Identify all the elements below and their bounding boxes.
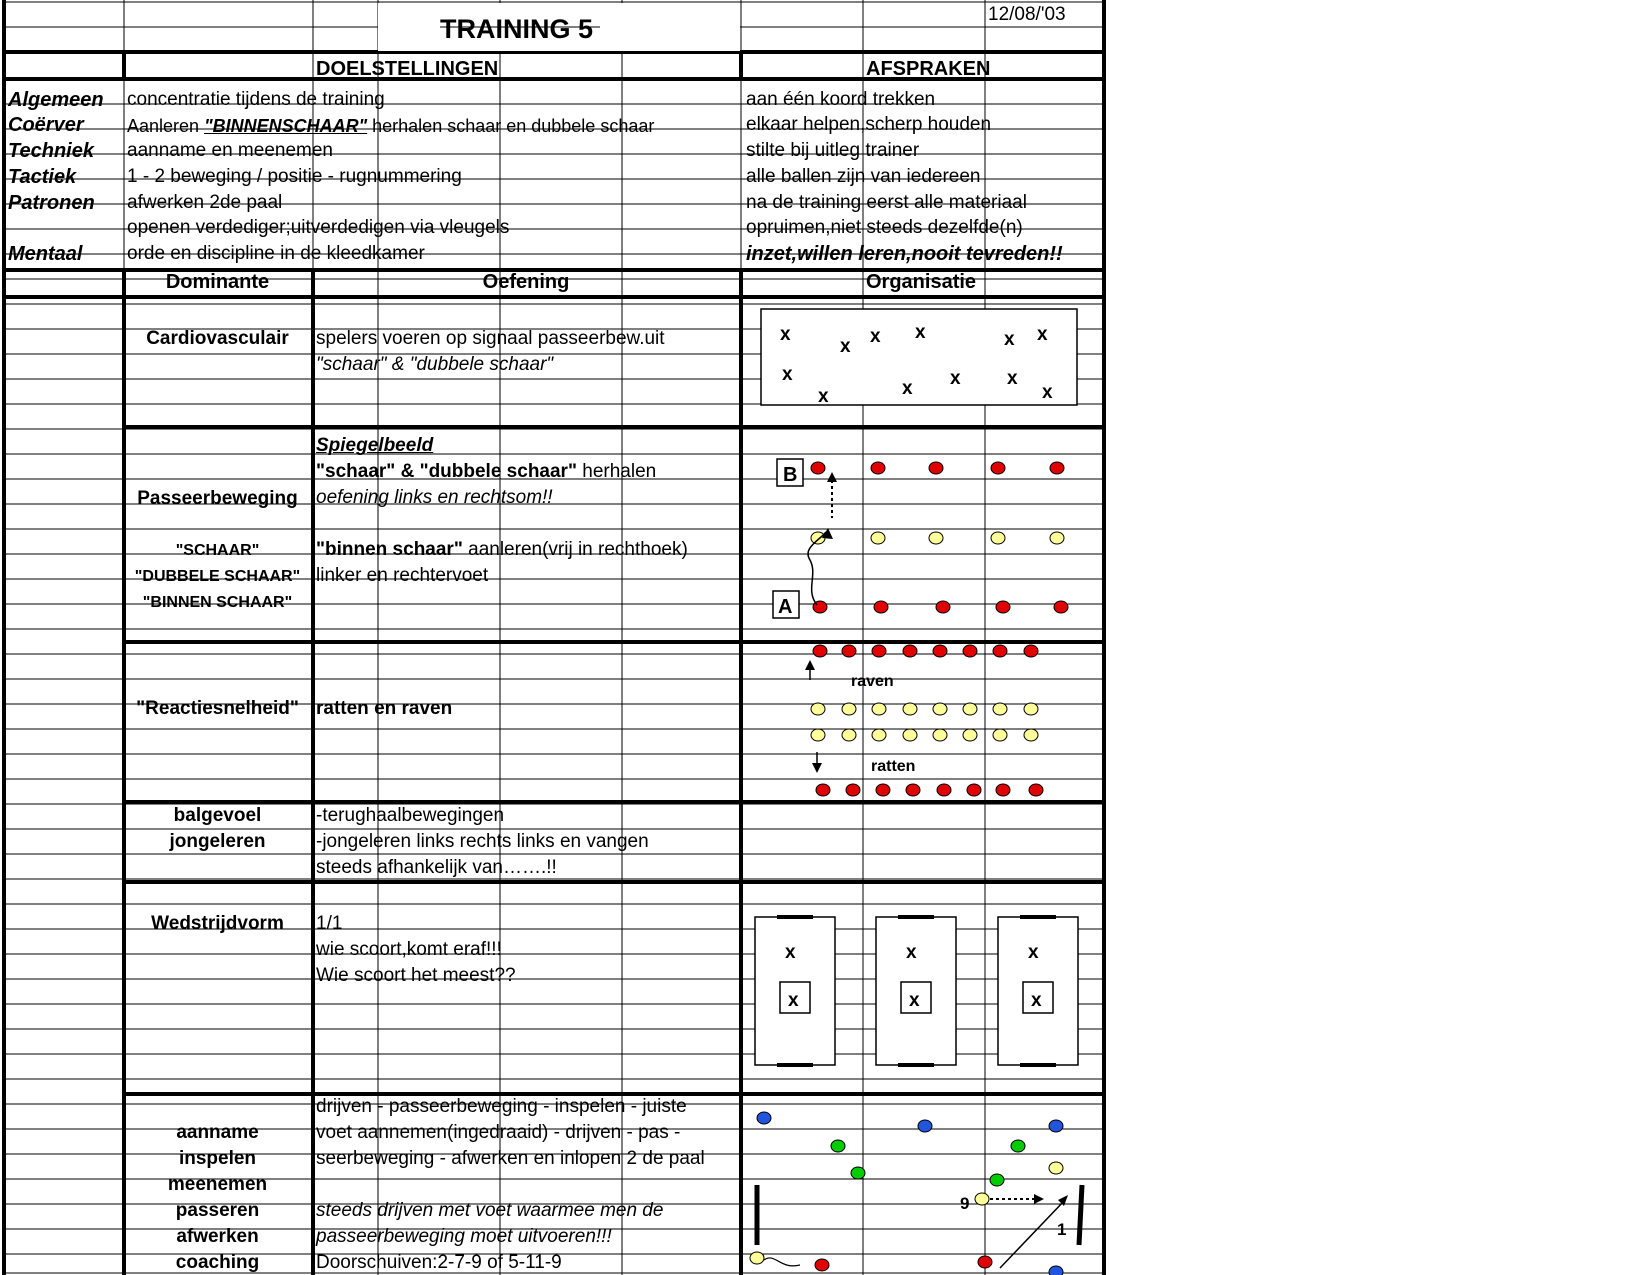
dominante-coaching: coaching xyxy=(175,1252,260,1273)
dribble-path xyxy=(764,1258,800,1266)
dominante-binnen-schaar: "BINNEN SCHAAR" xyxy=(142,594,293,611)
afspraak-techniek: stilte bij uitleg trainer xyxy=(746,140,920,161)
ratten-player xyxy=(906,784,920,796)
afspraak-coerver: elkaar helpen,scherp houden xyxy=(746,114,992,135)
player-dot xyxy=(757,1112,771,1124)
red-player xyxy=(929,462,943,474)
yellow-player xyxy=(872,729,886,741)
ratten-player xyxy=(846,784,860,796)
oefening-laatste-5: passeerbeweging moet uitvoeren!!! xyxy=(316,1226,612,1247)
arrow-head xyxy=(1034,1194,1044,1204)
player-dot xyxy=(1049,1162,1063,1174)
oefening-passeer-1-rest: herhalen xyxy=(576,461,657,482)
red-player xyxy=(1054,601,1068,613)
arrow-head xyxy=(805,660,815,670)
yellow-player xyxy=(903,703,917,715)
defender-x: x xyxy=(909,990,920,1011)
afspraak-mentaal: inzet,willen leren,nooit tevreden!! xyxy=(746,243,1063,265)
yellow-player xyxy=(1024,729,1038,741)
player-x: x xyxy=(1042,382,1053,403)
dominante-afwerken: afwerken xyxy=(176,1226,259,1247)
dominante-aanname: aanname xyxy=(176,1122,259,1143)
doel-coerver-prefix: Aanleren xyxy=(127,116,205,136)
oefening-passeer-1 xyxy=(316,461,656,483)
label-tactiek: Tactiek xyxy=(8,166,77,188)
yellow-player xyxy=(811,703,825,715)
oefening-wedstrijd-2: wie scoort,komt eraf!!! xyxy=(316,939,502,960)
player-x: x xyxy=(780,324,791,345)
afspraak-algemeen: aan één koord trekken xyxy=(746,89,936,110)
column-oefening: Oefening xyxy=(482,271,570,293)
arrow-head xyxy=(827,472,837,482)
player-dot xyxy=(975,1193,989,1205)
oefening-laatste-3: seerbeweging - afwerken en inlopen 2 de paal xyxy=(316,1148,705,1169)
player-x: x xyxy=(840,336,851,357)
doel-coerver-suffix: herhalen schaar en dubbele schaar xyxy=(367,116,655,136)
yellow-player xyxy=(842,703,856,715)
oefening-passeer-3-bold: "binnen schaar" xyxy=(316,539,463,560)
ratten-player xyxy=(967,784,981,796)
dominante-dubbele-schaar: "DUBBELE SCHAAR" xyxy=(134,568,301,585)
doel-algemeen: concentratie tijdens de training xyxy=(127,89,385,110)
label-coerver: Coërver xyxy=(8,114,84,136)
yellow-player xyxy=(991,532,1005,544)
raven-player xyxy=(933,645,947,657)
oefening-laatste-6: Doorschuiven:2-7-9 of 5-11-9 xyxy=(316,1252,562,1273)
dominante-schaar: "SCHAAR" xyxy=(175,542,260,559)
label-patronen: Patronen xyxy=(8,192,95,214)
yellow-player xyxy=(929,532,943,544)
player-dot xyxy=(851,1167,865,1179)
yellow-player xyxy=(1050,532,1064,544)
doel-mentaal: orde en discipline in de kleedkamer xyxy=(127,243,425,264)
player-dot xyxy=(1049,1266,1063,1275)
dominante-wedstrijd: Wedstrijdvorm xyxy=(151,913,284,934)
raven-player xyxy=(872,645,886,657)
dominante-cardio: Cardiovasculair xyxy=(146,328,289,349)
yellow-player xyxy=(872,703,886,715)
player-x: x xyxy=(870,326,881,347)
red-player xyxy=(936,601,950,613)
oefening-laatste-1: drijven - passeerbeweging - inspelen - juiste xyxy=(316,1096,687,1117)
player-x: x xyxy=(902,378,913,399)
diagram-label-a: A xyxy=(778,596,793,618)
ratten-player xyxy=(996,784,1010,796)
player-x: x xyxy=(818,386,829,407)
diagram-label-raven: raven xyxy=(851,673,894,690)
oefening-reactie: ratten en raven xyxy=(316,698,453,719)
diagram-label-ratten: ratten xyxy=(871,758,916,775)
doel-patronen: afwerken 2de paal xyxy=(127,192,283,213)
player-dot xyxy=(831,1140,845,1152)
oefening-passeer-3-rest: aanleren(vrij in rechthoek) xyxy=(462,539,688,560)
attacker-x: x xyxy=(785,942,796,963)
date-label: 12/08/'03 xyxy=(988,4,1066,25)
player-x: x xyxy=(1037,324,1048,345)
player-dot xyxy=(990,1174,1004,1186)
player-dot xyxy=(1049,1120,1063,1132)
raven-player xyxy=(842,645,856,657)
red-player xyxy=(874,601,888,613)
column-organisatie: Organisatie xyxy=(866,271,977,293)
player-dot xyxy=(1011,1140,1025,1152)
defender-x: x xyxy=(1031,990,1042,1011)
yellow-player xyxy=(871,532,885,544)
dominante-balgevoel: balgevoel xyxy=(173,805,262,826)
oefening-wedstrijd-1: 1/1 xyxy=(316,913,343,934)
ratten-player xyxy=(816,784,830,796)
yellow-player xyxy=(993,703,1007,715)
raven-player xyxy=(813,645,827,657)
player-dot xyxy=(978,1256,992,1268)
doel-tactiek: 1 - 2 beweging / positie - rugnummering xyxy=(127,166,462,187)
yellow-player xyxy=(963,729,977,741)
ratten-player xyxy=(876,784,890,796)
oefening-passeer-2: oefening links en rechtsom!! xyxy=(316,487,553,508)
page-title: TRAINING 5 xyxy=(440,14,594,44)
red-player xyxy=(811,462,825,474)
oefening-passeer-3 xyxy=(316,539,688,561)
oefening-passeer-4: linker en rechtervoet xyxy=(316,565,489,586)
label-algemeen: Algemeen xyxy=(8,89,104,111)
player-dot xyxy=(918,1120,932,1132)
oefening-wedstrijd-3: Wie scoort het meest?? xyxy=(316,965,516,986)
dominante-jongeleren: jongeleren xyxy=(169,831,266,852)
yellow-player xyxy=(842,729,856,741)
player-x: x xyxy=(782,364,793,385)
yellow-player xyxy=(903,729,917,741)
red-player xyxy=(991,462,1005,474)
dominante-passeer: Passeerbeweging xyxy=(137,488,298,509)
afspraak-patronen-2: opruimen,niet steeds dezelfde(n) xyxy=(746,217,1023,238)
red-player xyxy=(1050,462,1064,474)
raven-player xyxy=(963,645,977,657)
oefening-cardio-2: "schaar" & "dubbele schaar" xyxy=(316,354,554,375)
afspraak-patronen: na de training eerst alle materiaal xyxy=(746,192,1027,213)
player-x: x xyxy=(1007,368,1018,389)
doel-coerver xyxy=(127,115,654,137)
oefening-bal-1: -terughaalbewegingen xyxy=(316,805,505,826)
dominante-meenemen: meenemen xyxy=(167,1174,268,1195)
raven-player xyxy=(903,645,917,657)
yellow-player xyxy=(933,703,947,715)
diagram-number-9: 9 xyxy=(960,1194,970,1213)
player-dot xyxy=(815,1259,829,1271)
dominante-passeren: passeren xyxy=(175,1200,260,1221)
doel-coerver-highlight: "BINNENSCHAAR" xyxy=(204,116,368,136)
arrow-head xyxy=(812,763,822,773)
oefening-cardio-1: spelers voeren op signaal passeerbew.uit xyxy=(316,328,665,349)
doelstellingen-heading: DOELSTELLINGEN xyxy=(316,58,499,80)
oefening-bal-2: -jongeleren links rechts links en vangen xyxy=(316,831,649,852)
raven-player xyxy=(993,645,1007,657)
yellow-player xyxy=(963,703,977,715)
dominante-inspelen: inspelen xyxy=(178,1148,257,1169)
red-player xyxy=(871,462,885,474)
doel-techniek: aanname en meenemen xyxy=(127,140,333,161)
raven-player xyxy=(1024,645,1038,657)
label-mentaal: Mentaal xyxy=(8,243,83,265)
run-arrow xyxy=(1000,1200,1065,1268)
yellow-player xyxy=(933,729,947,741)
diagram-number-1: 1 xyxy=(1057,1220,1067,1239)
player-dot xyxy=(750,1252,764,1264)
afspraak-tactiek: alle ballen zijn van iedereen xyxy=(746,166,981,187)
afspraken-heading: AFSPRAKEN xyxy=(866,58,991,80)
ratten-player xyxy=(1029,784,1043,796)
defender-x: x xyxy=(788,990,799,1011)
oefening-passeer-1-bold: "schaar" & "dubbele schaar" xyxy=(316,461,577,482)
doel-patronen-2: openen verdediger;uitverdedigen via vleugels xyxy=(127,217,510,238)
oefening-spiegelbeeld: Spiegelbeeld xyxy=(316,435,434,456)
goal-right xyxy=(1079,1185,1082,1245)
oefening-laatste-4: steeds drijven met voet waarmee men de xyxy=(316,1200,664,1221)
oefening-laatste-2: voet aannemen(ingedraaid) - drijven - pas - xyxy=(316,1122,681,1143)
yellow-player xyxy=(1024,703,1038,715)
oefening-bal-3: steeds afhankelijk van…….!! xyxy=(316,857,557,878)
ratten-player xyxy=(937,784,951,796)
attacker-x: x xyxy=(1028,942,1039,963)
diagram-label-b: B xyxy=(783,464,798,486)
player-x: x xyxy=(915,322,926,343)
red-player xyxy=(996,601,1010,613)
player-x: x xyxy=(1004,329,1015,350)
yellow-player xyxy=(811,729,825,741)
dominante-reactie: "Reactiesnelheid" xyxy=(136,698,299,719)
label-techniek: Techniek xyxy=(8,140,94,162)
yellow-player xyxy=(993,729,1007,741)
column-dominante: Dominante xyxy=(165,271,270,293)
player-x: x xyxy=(950,368,961,389)
attacker-x: x xyxy=(906,942,917,963)
arrow-head xyxy=(822,528,833,539)
